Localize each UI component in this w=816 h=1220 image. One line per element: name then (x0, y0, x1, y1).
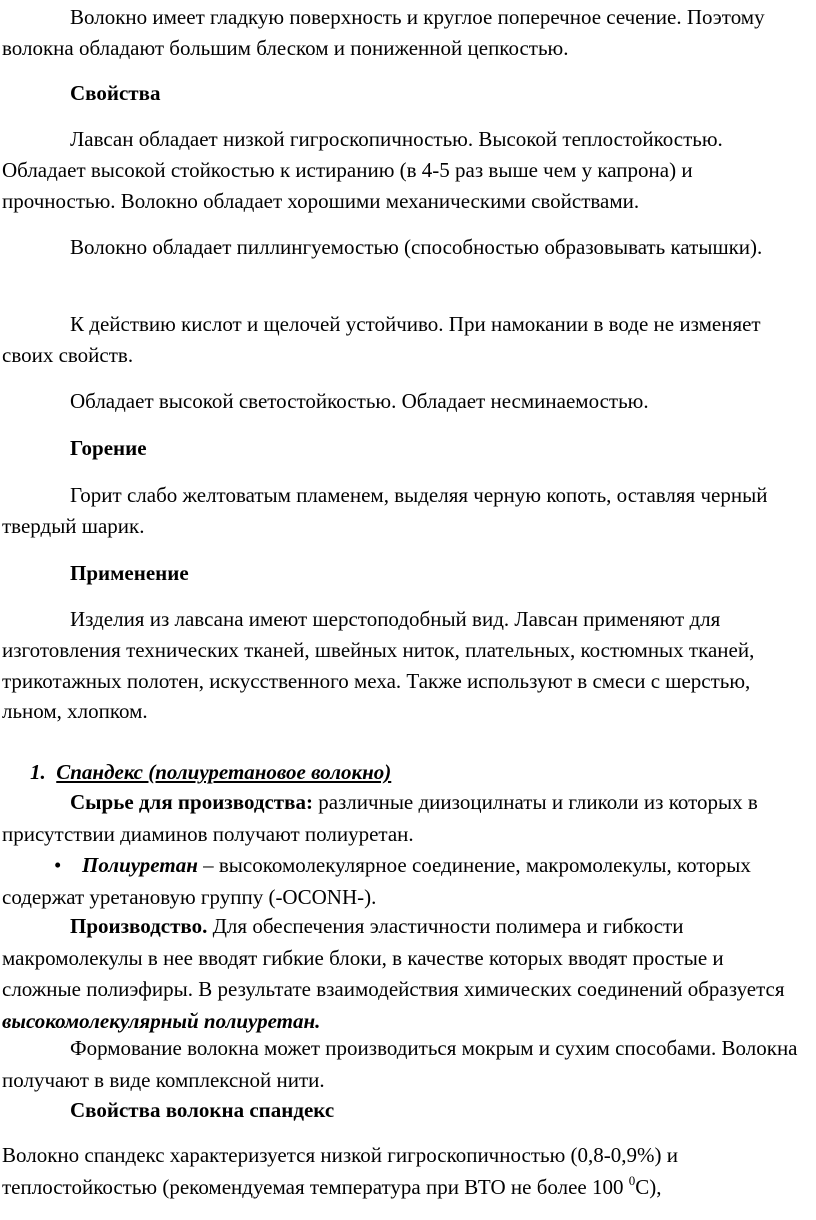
paragraph-light-resistance: Обладает высокой светостойкостью. Обладает несминаемостью. (70, 389, 649, 413)
paragraph-pilling: Волокно обладает пиллингуемостью (способностью образовывать катышки). (70, 235, 763, 259)
heading-spandex-properties: Свойства волокна спандекс (70, 1098, 335, 1122)
polyurethane-term: Полиуретан (82, 853, 198, 877)
polyurethane-definition: – высокомолекулярное соединение, макромолекулы, которых содержат уретановую группу (-OCONH-). (2, 853, 751, 909)
paragraph-raw-materials (2, 787, 802, 850)
bullet-icon: • (54, 853, 62, 877)
raw-materials-text: различные диизоцилнаты и гликоли из которых в присутствии диаминов получают полиуретан. (2, 790, 758, 846)
production-text: Для обеспечения эластичности полимера и гибкости макромолекулы в нее вводят гибкие блоки, в качестве которых вводят простые и сложные полиэфиры. В результате взаимодействия химических соединений образуется (2, 914, 785, 1001)
production-result-term: высокомолекулярный полиуретан. (2, 1008, 321, 1033)
paragraph-lavsan-properties: Лавсан обладает низкой гигроскопичностью. Высокой теплостойкостью. Обладает высокой стойкостью к истиранию (в 4-5 раз выше чем у капрона) и прочностью. Волокно обладает хорошими механическими свойствами. (2, 127, 723, 213)
paragraph-application: Изделия из лавсана имеют шерстоподобный вид. Лавсан применяют для изготовления технических тканей, швейных ниток, плательных, костюмных тканей, трикотажных полотен, искусственного меха. Также используют в смеси с шерстью, льном, хлопком. (2, 607, 755, 724)
paragraph-burning: Горит слабо желтоватым пламенем, выделяя черную копоть, оставляя черный твердый шарик. (2, 483, 768, 538)
section-heading-spandex (30, 757, 391, 787)
raw-materials-label: Сырье для производства: (70, 790, 313, 814)
paragraph-acid-resistance: К действию кислот и щелочей устойчиво. При намокании в воде не изменяет своих свойств. (2, 312, 761, 367)
paragraph-production (2, 911, 802, 1037)
section-title: Спандекс (полиуретановое волокно) (56, 760, 392, 784)
heading-properties: Свойства (70, 81, 161, 105)
heading-application: Применение (70, 561, 189, 585)
paragraph-surface: Волокно имеет гладкую поверхность и круглое поперечное сечение. Поэтому волокна обладают большим блеском и пониженной цепкостью. (2, 5, 765, 60)
degree-superscript: 0 (628, 1172, 636, 1188)
production-label: Производство. (70, 914, 208, 938)
paragraph-spandex-properties (2, 1140, 802, 1203)
heading-burning: Горение (70, 436, 147, 460)
bullet-polyurethane (2, 850, 802, 913)
spandex-properties-end: С), (635, 1174, 662, 1199)
section-number: 1. (30, 760, 46, 784)
spandex-properties-text: Волокно спандекс характеризуется низкой гигроскопичностью (0,8-0,9%) и теплостойкостью (рекомендуемая температура при ВТО не более 100 (2, 1143, 678, 1199)
paragraph-forming: Формование волокна может производиться мокрым и сухим способами. Волокна получают в виде комплексной нити. (2, 1036, 798, 1092)
